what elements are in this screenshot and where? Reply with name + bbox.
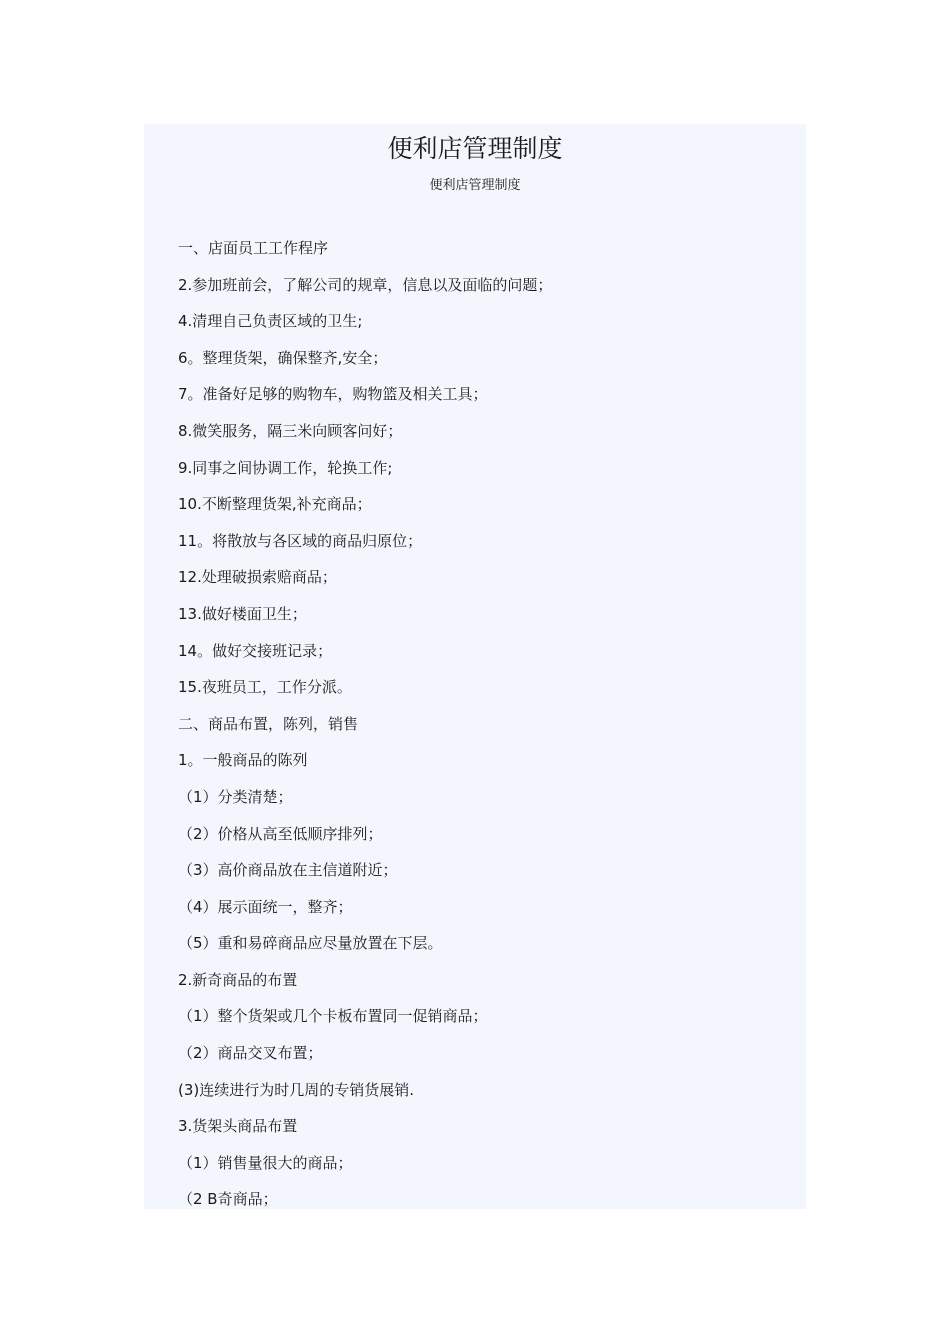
list-item: （2 B奇商品； (178, 1190, 278, 1209)
list-item: 14。做好交接班记录； (178, 641, 333, 660)
list-item: （1）销售量很大的商品； (178, 1153, 353, 1172)
document-page (144, 124, 806, 1209)
list-item: 15.夜班员工，工作分派。 (178, 678, 352, 697)
list-item: 10.不断整理货架,补充商品； (178, 495, 372, 514)
document-body (178, 237, 788, 1209)
subsection-heading: 2.新奇商品的布置 (178, 970, 298, 989)
list-item: (3)连续进行为时几周的专销货展销. (178, 1080, 415, 1099)
section-heading: 二、商品布置，陈列，销售 (178, 714, 359, 733)
subsection-heading: 1。一般商品的陈列 (178, 751, 308, 770)
list-item: （1）分类清楚； (178, 787, 293, 806)
list-item: （3）高价商品放在主信道附近； (178, 861, 398, 880)
list-item: 13.做好楼面卫生； (178, 604, 307, 623)
list-item: （2）商品交叉布置； (178, 1044, 323, 1063)
document-title: 便利店管理制度 (387, 134, 563, 163)
subsection-heading: 3.货架头商品布置 (178, 1117, 298, 1136)
list-item: 2.参加班前会，了解公司的规章，信息以及面临的问题； (178, 275, 553, 294)
list-item: 11。将散放与各区域的商品归原位； (178, 531, 423, 550)
document-subtitle: 便利店管理制度 (429, 178, 521, 193)
list-item: 4.清理自己负责区域的卫生; (178, 312, 363, 331)
list-item: 8.微笑服务，隔三米向顾客问好； (178, 421, 403, 440)
list-item: （2）价格从高至低顺序排列； (178, 824, 383, 843)
list-item: 12.处理破损索赔商品； (178, 568, 337, 587)
list-item: 6。整理货架，确保整齐,安全； (178, 348, 388, 367)
list-item: 7。准备好足够的购物车，购物篮及相关工具； (178, 385, 488, 404)
section-heading: 一、店面员工工作程序 (178, 239, 329, 257)
list-item: 9.同事之间协调工作，轮换工作; (178, 458, 393, 477)
list-item: （4）展示面统一，整齐； (178, 897, 353, 916)
list-item: （5）重和易碎商品应尽量放置在下层。 (178, 934, 443, 953)
list-item: （1）整个货架或几个卡板布置同一促销商品； (178, 1007, 488, 1026)
